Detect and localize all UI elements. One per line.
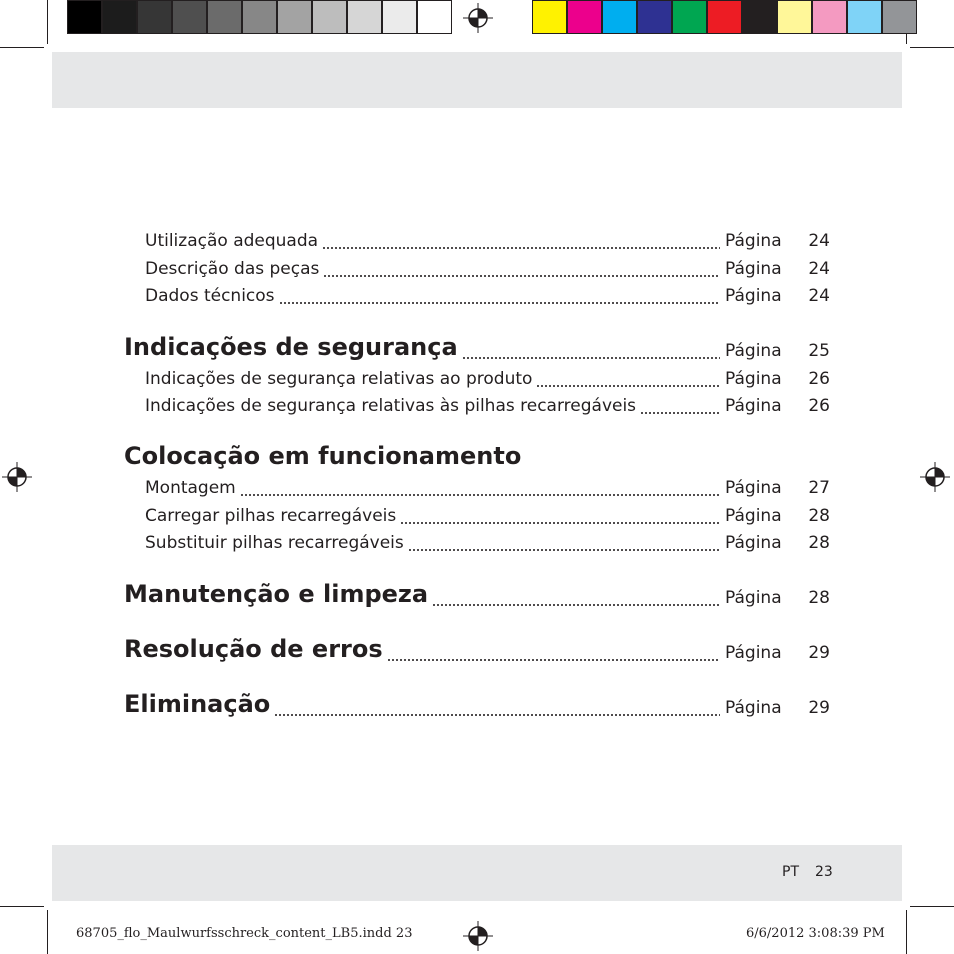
toc-leader-dots: [323, 275, 720, 277]
toc-title: [124, 580, 430, 608]
color-swatch: [602, 0, 637, 34]
toc-page-label: Página: [725, 286, 782, 306]
language-code: PT: [782, 864, 799, 880]
toc-title: [145, 533, 406, 553]
toc-leader-dots: [640, 412, 720, 414]
page-number: 23: [815, 864, 833, 880]
toc-title-text: Manutenção e limpeza: [124, 580, 429, 608]
toc-entry-row[interactable]: [0, 284, 954, 312]
crop-mark: [906, 910, 907, 954]
color-swatch: [812, 0, 847, 34]
color-swatch: [882, 0, 917, 34]
toc-title-text: Descrição das peças: [145, 259, 320, 279]
color-swatch: [742, 0, 777, 34]
registration-mark-icon: [463, 3, 493, 33]
slug-datetime: 6/6/2012 3:08:39 PM: [746, 926, 885, 941]
toc-leader-dots: [536, 385, 720, 387]
toc-page-number: 26: [808, 396, 830, 416]
toc-title: [145, 478, 238, 498]
toc-entry-row[interactable]: [0, 504, 954, 532]
toc-page-label: Página: [725, 341, 782, 361]
slug-filename: 68705_flo_Maulwurfsschreck_content_LB5.indd 23: [76, 926, 413, 941]
toc-page-label: Página: [725, 588, 782, 608]
crop-mark: [910, 47, 954, 48]
toc-page-label: Página: [725, 369, 782, 389]
color-swatch: [707, 0, 742, 34]
color-swatch: [417, 0, 452, 34]
color-swatch: [137, 0, 172, 34]
toc-page-number: 26: [808, 369, 830, 389]
toc-title: [145, 231, 320, 251]
toc-page-label: Página: [725, 533, 782, 553]
toc-title-text: Substituir pilhas recarregáveis: [145, 533, 404, 553]
toc-title: [124, 442, 523, 470]
toc-page-label: Página: [725, 259, 782, 279]
toc-entry-row[interactable]: [0, 367, 954, 395]
toc-leader-dots: [274, 714, 720, 716]
toc-heading-row[interactable]: [0, 442, 954, 476]
toc-title-text: Eliminação: [124, 690, 271, 718]
color-swatch: [312, 0, 347, 34]
toc-page-label: Página: [725, 506, 782, 526]
toc-page-number: 27: [808, 478, 830, 498]
crop-mark: [0, 906, 44, 907]
toc-page-number: 24: [808, 286, 830, 306]
toc-page-number: 24: [808, 259, 830, 279]
toc-heading-row[interactable]: [0, 333, 954, 367]
color-swatch: [847, 0, 882, 34]
toc-title-text: Indicações de segurança: [124, 333, 458, 361]
color-swatch: [672, 0, 707, 34]
color-swatch: [67, 0, 102, 34]
color-swatch: [382, 0, 417, 34]
color-swatch: [172, 0, 207, 34]
toc-heading-row[interactable]: [0, 690, 954, 724]
toc-page-number: 28: [808, 588, 830, 608]
crop-mark: [47, 910, 48, 954]
color-swatch: [777, 0, 812, 34]
crop-mark: [910, 906, 954, 907]
toc-page-number: 29: [808, 643, 830, 663]
registration-mark-icon: [463, 921, 493, 951]
toc-leader-dots: [408, 549, 720, 551]
toc-page-label: Página: [725, 698, 782, 718]
toc-title: [124, 635, 385, 663]
toc-title-text: Indicações de segurança relativas ao produto: [145, 369, 533, 389]
toc-page-number: 28: [808, 506, 830, 526]
toc-title: [145, 369, 534, 389]
color-swatch: [567, 0, 602, 34]
toc-title: [124, 333, 460, 361]
toc-title-text: Colocação em funcionamento: [124, 442, 522, 470]
toc-leader-dots: [400, 522, 720, 524]
toc-entry-row[interactable]: [0, 476, 954, 504]
toc-page-number: 29: [808, 698, 830, 718]
toc-leader-dots: [322, 247, 720, 249]
footer-band: [52, 845, 902, 901]
toc-page-label: Página: [725, 643, 782, 663]
color-swatch: [347, 0, 382, 34]
toc-title-text: Carregar pilhas recarregáveis: [145, 506, 397, 526]
toc-title: [145, 286, 277, 306]
toc-leader-dots: [432, 604, 720, 606]
toc-leader-dots: [462, 357, 720, 359]
toc-title: [145, 259, 321, 279]
toc-leader-dots: [387, 659, 720, 661]
toc-page-number: 25: [808, 341, 830, 361]
toc-leader-dots: [279, 302, 720, 304]
toc-page-label: Página: [725, 396, 782, 416]
color-swatch: [242, 0, 277, 34]
toc-title-text: Indicações de segurança relativas às pilhas recarregáveis: [145, 396, 637, 416]
toc-entry-row[interactable]: [0, 257, 954, 285]
toc-title: [145, 506, 398, 526]
color-swatch: [532, 0, 567, 34]
toc-leader-dots: [240, 494, 720, 496]
toc-heading-row[interactable]: [0, 635, 954, 669]
toc-page-label: Página: [725, 478, 782, 498]
color-swatch: [277, 0, 312, 34]
toc-entry-row[interactable]: [0, 229, 954, 257]
toc-title-text: Resolução de erros: [124, 635, 383, 663]
toc-title: [124, 690, 272, 718]
toc-page-label: Página: [725, 231, 782, 251]
crop-mark: [0, 47, 44, 48]
toc-page-number: 24: [808, 231, 830, 251]
toc-title-text: Montagem: [145, 478, 236, 498]
color-swatch: [207, 0, 242, 34]
toc-page-number: 28: [808, 533, 830, 553]
crop-mark: [47, 0, 48, 44]
toc-title: [145, 396, 638, 416]
toc-heading-row[interactable]: [0, 580, 954, 614]
toc-title-text: Dados técnicos: [145, 286, 275, 306]
color-swatch: [102, 0, 137, 34]
color-swatch: [637, 0, 672, 34]
header-band: [52, 52, 902, 108]
toc-title-text: Utilização adequada: [145, 231, 319, 251]
toc-entry-row[interactable]: [0, 394, 954, 422]
toc-entry-row[interactable]: [0, 531, 954, 559]
